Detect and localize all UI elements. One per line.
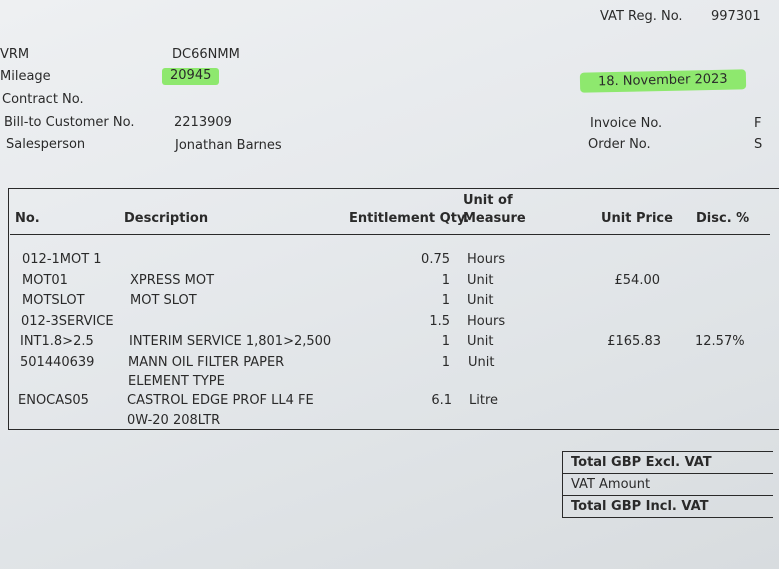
row-5-description: INTERIM SERVICE 1,801>2,500 xyxy=(129,334,332,349)
row-2-no: MOT01 xyxy=(22,273,68,288)
row-5-qty: 1 xyxy=(441,334,450,349)
row-7-description-line2: 0W-20 208LTR xyxy=(127,413,221,428)
row-6-description: MANN OIL FILTER PAPER xyxy=(128,355,285,370)
row-3-description: MOT SLOT xyxy=(130,293,197,308)
row-2-uom: Unit xyxy=(467,273,494,288)
row-4-qty: 1.5 xyxy=(429,314,450,329)
row-5-no: INT1.8>2.5 xyxy=(20,334,94,349)
row-2-qty: 1 xyxy=(441,273,450,288)
row-3-no: MOTSLOT xyxy=(22,293,85,308)
row-7-description: CASTROL EDGE PROF LL4 FE xyxy=(127,393,314,408)
order-no-label: Order No. xyxy=(588,137,651,152)
row-6-description-line2: ELEMENT TYPE xyxy=(128,374,225,389)
col-header-uom-1: Unit of xyxy=(463,193,513,208)
vat-reg-value: 997301 xyxy=(711,9,761,24)
invoice-no-value: F xyxy=(754,116,762,131)
bill-to-label: Bill-to Customer No. xyxy=(4,115,135,130)
row-5-uom: Unit xyxy=(467,334,494,349)
row-5-disc: 12.57% xyxy=(695,334,745,349)
row-6-no: 501440639 xyxy=(20,355,95,370)
row-7-no: ENOCAS05 xyxy=(18,393,89,408)
row-4-no: 012-3SERVICE xyxy=(21,314,114,329)
row-3-uom: Unit xyxy=(467,293,494,308)
col-header-disc: Disc. % xyxy=(696,211,750,226)
row-6-qty: 1 xyxy=(441,355,450,370)
invoice-no-label: Invoice No. xyxy=(590,116,663,131)
invoice-date: 18. November 2023 xyxy=(580,69,746,92)
row-1-no: 012-1MOT 1 xyxy=(22,252,102,267)
col-header-unit-price: Unit Price xyxy=(601,211,673,226)
salesperson-label: Salesperson xyxy=(6,137,86,152)
vat-reg-label: VAT Reg. No. xyxy=(600,9,683,24)
total-incl-vat-label: Total GBP Incl. VAT xyxy=(571,499,709,514)
row-2-unit-price: £54.00 xyxy=(614,273,660,288)
col-header-no: No. xyxy=(15,211,40,226)
col-header-uom-2: Measure xyxy=(463,211,526,226)
vrm-value: DC66NMM xyxy=(172,47,240,62)
total-excl-vat-label: Total GBP Excl. VAT xyxy=(563,452,773,474)
order-no-value: S xyxy=(754,137,763,152)
totals-box xyxy=(562,451,773,518)
row-7-qty: 6.1 xyxy=(431,393,452,408)
row-2-description: XPRESS MOT xyxy=(130,273,215,288)
mileage-value: 20945 xyxy=(162,68,219,85)
col-header-qty: Entitlement Qty. xyxy=(349,211,470,226)
mileage-label: Mileage xyxy=(0,69,51,84)
vat-amount-label: VAT Amount xyxy=(563,474,773,496)
bill-to-value: 2213909 xyxy=(174,115,232,130)
header-divider xyxy=(10,234,770,235)
salesperson-value: Jonathan Barnes xyxy=(175,138,282,153)
vrm-label: VRM xyxy=(0,47,30,62)
row-1-qty: 0.75 xyxy=(421,252,450,267)
row-7-uom: Litre xyxy=(469,393,499,408)
contract-label: Contract No. xyxy=(2,92,84,107)
row-6-uom: Unit xyxy=(468,355,495,370)
col-header-description: Description xyxy=(124,211,209,226)
row-4-uom: Hours xyxy=(467,314,506,329)
row-3-qty: 1 xyxy=(441,293,450,308)
row-5-unit-price: £165.83 xyxy=(607,334,661,349)
row-1-uom: Hours xyxy=(467,252,506,267)
